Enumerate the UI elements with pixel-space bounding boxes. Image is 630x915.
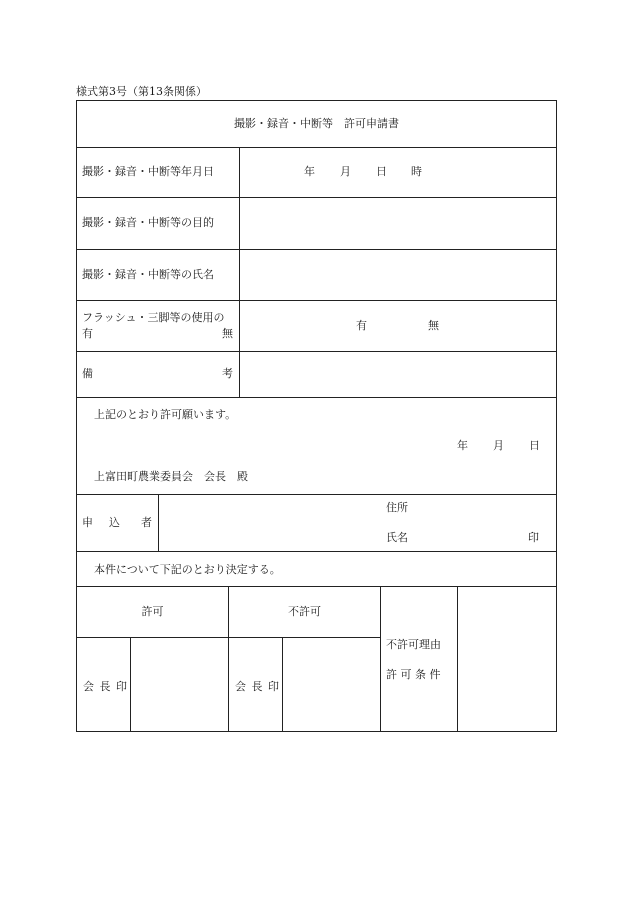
row-divider <box>76 300 557 301</box>
rejection-reason-label: 不許可理由 <box>386 638 441 651</box>
datetime-field[interactable] <box>240 148 556 197</box>
name-label: 撮影・録音・中断等の氏名 <box>82 268 214 281</box>
not-permit-header: 不許可 <box>288 605 321 618</box>
datetime-label: 撮影・録音・中断等年月日 <box>82 165 214 178</box>
remarks-label-a: 備 <box>82 367 93 380</box>
flash-label-line1: フラッシュ・三脚等の使用の <box>82 311 225 324</box>
row-divider <box>76 397 557 398</box>
column-divider <box>380 586 381 731</box>
not-permit-seal-field[interactable] <box>283 638 380 731</box>
applicant-address-label: 住所 <box>386 501 408 514</box>
applicant-label-a: 申 <box>82 516 93 529</box>
permit-conditions-label: 許 可 条 件 <box>386 668 441 681</box>
form-number: 様式第3号（第13条関係） <box>76 85 207 98</box>
decision-text: 本件について下記のとおり決定する。 <box>94 563 281 576</box>
datetime-hour: 時 <box>411 165 422 178</box>
request-date-month: 月 <box>493 439 504 452</box>
applicant-label-b: 込 <box>109 516 120 529</box>
column-divider <box>158 494 159 551</box>
remarks-label-b: 考 <box>222 367 233 380</box>
purpose-field[interactable] <box>240 198 556 249</box>
permit-header: 許可 <box>141 605 164 618</box>
row-divider <box>76 494 557 495</box>
name-field[interactable] <box>240 250 556 300</box>
table-border-bottom <box>76 731 557 732</box>
addressee: 上富田町農業委員会 会長 殿 <box>94 470 248 483</box>
applicant-label-c: 者 <box>141 516 152 529</box>
reason-conditions-field[interactable] <box>458 587 556 731</box>
request-text: 上記のとおり許可願います。 <box>94 408 237 421</box>
permit-chairman-seal-label: 会 長 印 <box>83 680 128 693</box>
purpose-label: 撮影・録音・中断等の目的 <box>82 216 214 229</box>
datetime-month: 月 <box>340 165 351 178</box>
table-border-right <box>556 100 557 732</box>
datetime-year: 年 <box>304 165 315 178</box>
table-border-left <box>76 100 77 732</box>
row-divider <box>76 551 557 552</box>
remarks-field[interactable] <box>240 352 556 397</box>
flash-label-yes: 有 <box>82 327 93 340</box>
table-border-top <box>76 100 557 101</box>
applicant-seal: 印 <box>528 531 539 544</box>
request-date-day: 日 <box>529 439 540 452</box>
not-permit-chairman-seal-label: 会 長 印 <box>235 680 280 693</box>
flash-option-no[interactable]: 無 <box>428 319 439 332</box>
flash-label-no: 無 <box>222 327 233 340</box>
flash-option-yes[interactable]: 有 <box>356 319 367 332</box>
request-date-year: 年 <box>457 439 468 452</box>
applicant-name-label: 氏名 <box>386 531 408 544</box>
permit-seal-field[interactable] <box>131 638 228 731</box>
datetime-day: 日 <box>376 165 387 178</box>
form-title: 撮影・録音・中断等 許可申請書 <box>234 117 399 130</box>
